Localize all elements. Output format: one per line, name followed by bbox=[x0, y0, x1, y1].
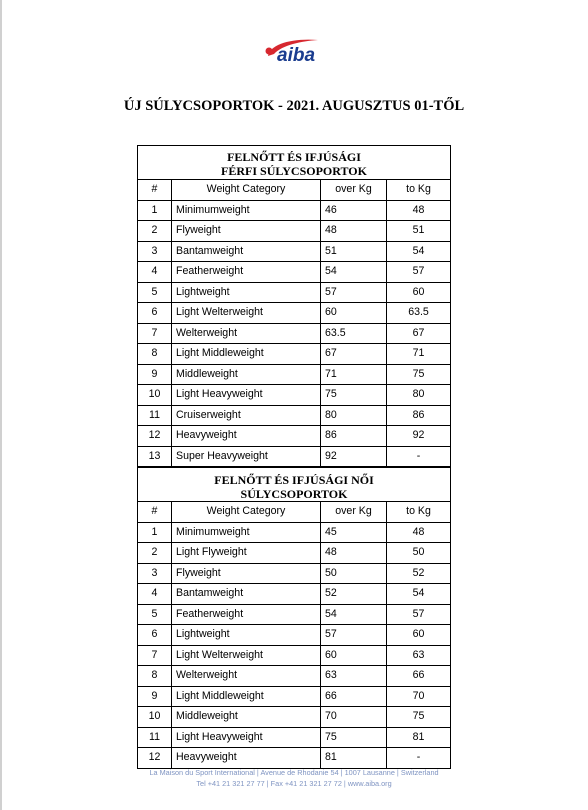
table-row bbox=[138, 323, 450, 344]
row-category: Bantamweight bbox=[172, 241, 321, 262]
row-category: Light Middleweight bbox=[172, 686, 321, 707]
row-category: Middleweight bbox=[172, 364, 321, 385]
table-row bbox=[138, 522, 450, 543]
row-category: Featherweight bbox=[172, 604, 321, 625]
row-over-kg: 60 bbox=[321, 645, 387, 666]
row-over-kg: 67 bbox=[321, 344, 387, 365]
table-header-row bbox=[138, 502, 450, 522]
row-num: 3 bbox=[138, 563, 172, 584]
table-row bbox=[138, 625, 450, 646]
men-weight-table bbox=[138, 180, 450, 467]
page-footer bbox=[0, 767, 588, 789]
row-to-kg: 63.5 bbox=[387, 303, 451, 324]
aiba-logo bbox=[262, 36, 326, 70]
row-category: Welterweight bbox=[172, 666, 321, 687]
row-over-kg: 92 bbox=[321, 446, 387, 467]
header-num: # bbox=[138, 502, 172, 522]
row-category: Featherweight bbox=[172, 262, 321, 283]
row-to-kg: 57 bbox=[387, 604, 451, 625]
row-to-kg: 71 bbox=[387, 344, 451, 365]
row-category: Lightweight bbox=[172, 625, 321, 646]
row-num: 1 bbox=[138, 200, 172, 221]
table-row bbox=[138, 645, 450, 666]
page-title: ÚJ SÚLYCSOPORTOK - 2021. AUGUSZTUS 01-TŐL bbox=[123, 98, 465, 114]
table-header-row bbox=[138, 180, 450, 200]
table-row bbox=[138, 364, 450, 385]
row-category: Light Middleweight bbox=[172, 344, 321, 365]
header-to: to Kg bbox=[387, 180, 451, 200]
row-num: 3 bbox=[138, 241, 172, 262]
row-to-kg: 54 bbox=[387, 584, 451, 605]
row-over-kg: 63 bbox=[321, 666, 387, 687]
header-category: Weight Category bbox=[172, 180, 321, 200]
row-category: Welterweight bbox=[172, 323, 321, 344]
row-num: 10 bbox=[138, 385, 172, 406]
row-to-kg: 60 bbox=[387, 625, 451, 646]
table-row bbox=[138, 241, 450, 262]
row-num: 10 bbox=[138, 707, 172, 728]
row-num: 5 bbox=[138, 604, 172, 625]
row-category: Light Welterweight bbox=[172, 645, 321, 666]
table-row bbox=[138, 686, 450, 707]
women-title-line1: FELNŐTT ÉS IFJÚSÁGI NŐI bbox=[214, 473, 374, 487]
row-num: 12 bbox=[138, 748, 172, 769]
table-row bbox=[138, 748, 450, 769]
row-over-kg: 70 bbox=[321, 707, 387, 728]
table-row bbox=[138, 584, 450, 605]
row-over-kg: 48 bbox=[321, 221, 387, 242]
table-row bbox=[138, 604, 450, 625]
row-to-kg: 67 bbox=[387, 323, 451, 344]
men-title-line1: FELNŐTT ÉS IFJÚSÁGI bbox=[227, 150, 361, 164]
row-to-kg: 60 bbox=[387, 282, 451, 303]
row-category: Light Flyweight bbox=[172, 543, 321, 564]
row-category: Light Heavyweight bbox=[172, 385, 321, 406]
row-to-kg: 51 bbox=[387, 221, 451, 242]
row-category: Bantamweight bbox=[172, 584, 321, 605]
row-to-kg: 75 bbox=[387, 707, 451, 728]
row-to-kg: 48 bbox=[387, 522, 451, 543]
row-num: 6 bbox=[138, 625, 172, 646]
row-to-kg: 63 bbox=[387, 645, 451, 666]
row-over-kg: 45 bbox=[321, 522, 387, 543]
row-num: 2 bbox=[138, 221, 172, 242]
page-edge bbox=[0, 0, 2, 810]
row-over-kg: 71 bbox=[321, 364, 387, 385]
row-to-kg: 50 bbox=[387, 543, 451, 564]
women-title-line2: SÚLYCSOPORTOK bbox=[240, 487, 348, 501]
row-num: 4 bbox=[138, 584, 172, 605]
row-over-kg: 48 bbox=[321, 543, 387, 564]
row-over-kg: 63.5 bbox=[321, 323, 387, 344]
row-num: 12 bbox=[138, 426, 172, 447]
row-category: Middleweight bbox=[172, 707, 321, 728]
row-over-kg: 60 bbox=[321, 303, 387, 324]
row-over-kg: 54 bbox=[321, 262, 387, 283]
row-num: 7 bbox=[138, 323, 172, 344]
row-category: Cruiserweight bbox=[172, 405, 321, 426]
row-to-kg: 80 bbox=[387, 385, 451, 406]
table-row bbox=[138, 563, 450, 584]
row-over-kg: 52 bbox=[321, 584, 387, 605]
row-over-kg: 50 bbox=[321, 563, 387, 584]
row-num: 5 bbox=[138, 282, 172, 303]
table-row bbox=[138, 543, 450, 564]
row-category: Flyweight bbox=[172, 221, 321, 242]
table-row bbox=[138, 405, 450, 426]
row-to-kg: 92 bbox=[387, 426, 451, 447]
row-num: 7 bbox=[138, 645, 172, 666]
row-category: Light Welterweight bbox=[172, 303, 321, 324]
footer-contact: Tel +41 21 321 27 77 | Fax +41 21 321 27 72 | www.aiba.org bbox=[196, 779, 392, 788]
row-category: Light Heavyweight bbox=[172, 727, 321, 748]
header-to: to Kg bbox=[387, 502, 451, 522]
row-over-kg: 75 bbox=[321, 727, 387, 748]
men-section-title bbox=[138, 146, 450, 180]
row-num: 8 bbox=[138, 666, 172, 687]
row-category: Super Heavyweight bbox=[172, 446, 321, 467]
row-over-kg: 81 bbox=[321, 748, 387, 769]
row-over-kg: 86 bbox=[321, 426, 387, 447]
row-to-kg: 66 bbox=[387, 666, 451, 687]
table-row bbox=[138, 200, 450, 221]
weight-category-sheet bbox=[137, 145, 451, 769]
row-num: 8 bbox=[138, 344, 172, 365]
table-row bbox=[138, 727, 450, 748]
table-row bbox=[138, 303, 450, 324]
row-to-kg: 81 bbox=[387, 727, 451, 748]
row-num: 6 bbox=[138, 303, 172, 324]
row-over-kg: 57 bbox=[321, 625, 387, 646]
header-num: # bbox=[138, 180, 172, 200]
row-category: Flyweight bbox=[172, 563, 321, 584]
row-category: Minimumweight bbox=[172, 522, 321, 543]
row-to-kg: 86 bbox=[387, 405, 451, 426]
row-to-kg: 70 bbox=[387, 686, 451, 707]
row-over-kg: 54 bbox=[321, 604, 387, 625]
header-over: over Kg bbox=[321, 180, 387, 200]
row-category: Lightweight bbox=[172, 282, 321, 303]
row-over-kg: 66 bbox=[321, 686, 387, 707]
row-over-kg: 51 bbox=[321, 241, 387, 262]
row-to-kg: 57 bbox=[387, 262, 451, 283]
row-to-kg: 48 bbox=[387, 200, 451, 221]
row-over-kg: 46 bbox=[321, 200, 387, 221]
footer-address: La Maison du Sport International | Avenue de Rhodanie 54 | 1007 Lausanne | Switzerland bbox=[149, 768, 439, 777]
row-num: 13 bbox=[138, 446, 172, 467]
row-over-kg: 57 bbox=[321, 282, 387, 303]
row-over-kg: 80 bbox=[321, 405, 387, 426]
men-title-line2: FÉRFI SÚLYCSOPORTOK bbox=[221, 164, 367, 178]
aiba-logo-text: aiba bbox=[277, 45, 316, 66]
women-weight-table bbox=[138, 502, 450, 769]
row-num: 4 bbox=[138, 262, 172, 283]
row-to-kg: 75 bbox=[387, 364, 451, 385]
header-over: over Kg bbox=[321, 502, 387, 522]
header-category: Weight Category bbox=[172, 502, 321, 522]
table-row bbox=[138, 282, 450, 303]
row-over-kg: 75 bbox=[321, 385, 387, 406]
table-row bbox=[138, 262, 450, 283]
table-row bbox=[138, 344, 450, 365]
row-num: 11 bbox=[138, 405, 172, 426]
row-num: 11 bbox=[138, 727, 172, 748]
row-to-kg: 52 bbox=[387, 563, 451, 584]
row-num: 9 bbox=[138, 364, 172, 385]
women-section-title bbox=[138, 467, 450, 502]
table-row bbox=[138, 221, 450, 242]
row-to-kg: - bbox=[387, 748, 451, 769]
table-row bbox=[138, 426, 450, 447]
row-category: Minimumweight bbox=[172, 200, 321, 221]
row-num: 1 bbox=[138, 522, 172, 543]
row-to-kg: - bbox=[387, 446, 451, 467]
table-row bbox=[138, 446, 450, 467]
table-row bbox=[138, 666, 450, 687]
row-category: Heavyweight bbox=[172, 426, 321, 447]
row-to-kg: 54 bbox=[387, 241, 451, 262]
table-row bbox=[138, 385, 450, 406]
table-row bbox=[138, 707, 450, 728]
row-category: Heavyweight bbox=[172, 748, 321, 769]
row-num: 2 bbox=[138, 543, 172, 564]
row-num: 9 bbox=[138, 686, 172, 707]
